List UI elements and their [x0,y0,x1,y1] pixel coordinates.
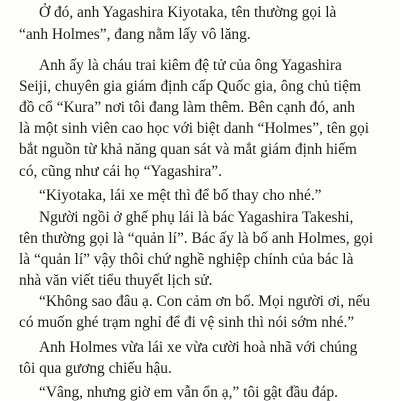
text-line: Anh ấy là cháu trai kiêm đệ tử của ông Yagashira [39,57,342,74]
text-line: Anh Holmes vừa lái xe vừa cười hoà nhã với chúng [39,339,358,356]
text-line: bắt nguồn từ khả năng quan sát và mắt giám định hiếm [19,141,357,158]
text-line: Seiji, chuyên gia giám định cấp Quốc gia, ông chủ tiệm [19,78,361,95]
text-line: Người ngồi ở ghế phụ lái là bác Yagashira Takeshi, [39,209,354,226]
text-line: đồ cổ “Kura” nơi tôi đang làm thêm. Bên cạnh đó, anh [19,99,355,116]
text-line: có muốn ghé trạm nghỉ để đi vệ sinh thì nói sớm nhé.” [19,314,355,331]
text-line: “Không sao đâu ạ. Con cảm ơn bố. Mọi người ơi, nếu [39,293,371,310]
text-line: “Vâng, nhưng giờ em vẫn ổn ạ,” tôi gật đầu đáp. [39,384,338,401]
text-line: nhà văn viết tiểu thuyết lịch sử. [19,272,213,289]
text-line: Ở đó, anh Yagashira Kiyotaka, tên thường gọi là [39,4,337,21]
text-line: tôi qua gương chiếu hậu. [19,360,172,377]
text-line: là “quản lí” vậy thôi chứ nghề nghiệp chính của bác là [19,251,354,268]
text-line: là một sinh viên cao học với biệt danh “Holmes”, tên gọi [19,120,370,137]
text-line: tên thường gọi là “quản lí”. Bác ấy là bố anh Holmes, gọi [19,230,374,247]
text-line: “Kiyotaka, lái xe mệt thì để bố thay cho nhé.” [39,187,322,204]
text-line: có, cũng như cái họ “Yagashira”. [19,163,222,180]
text-line: “anh Holmes”, đang nằm lấy vô lăng. [19,26,251,43]
